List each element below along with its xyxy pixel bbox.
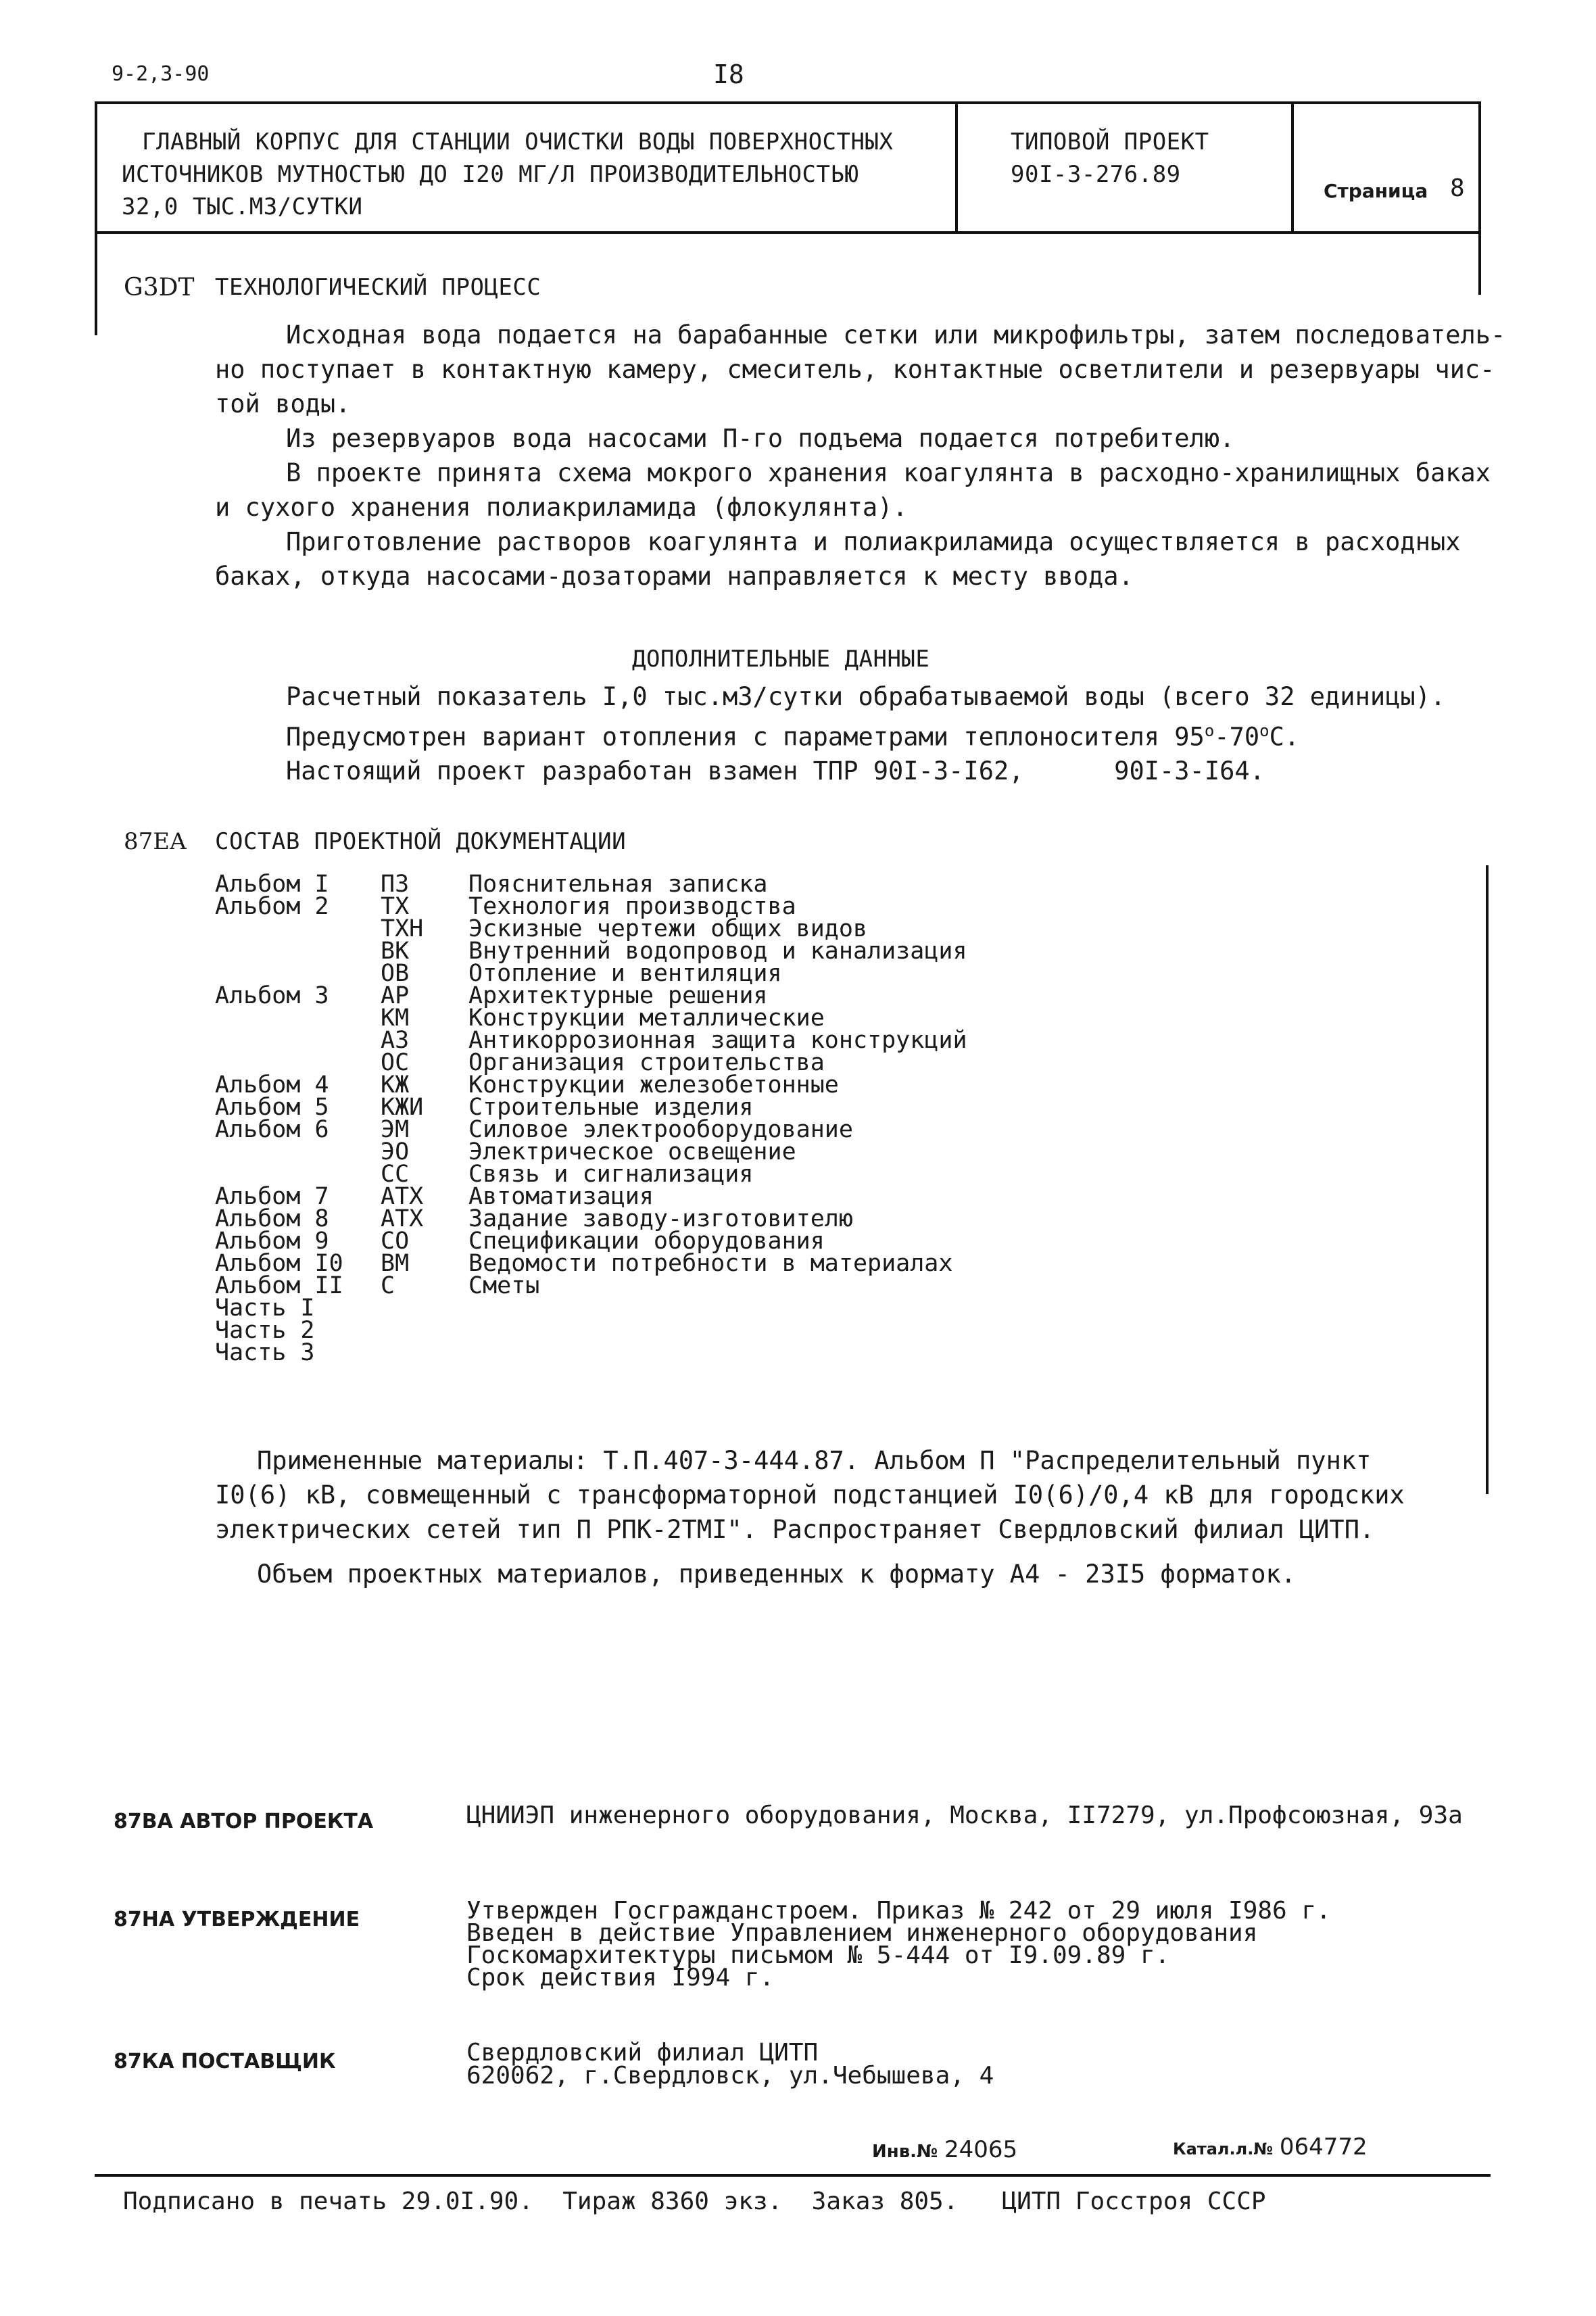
album-code: ТХН — [381, 915, 424, 942]
album-description: Задание заводу-изготовителю — [468, 1205, 853, 1232]
album-row — [215, 1297, 1280, 1320]
approval-l3: Госкомархитектуры письмом № 5-444 от I9.09.89 г. — [466, 1941, 1170, 1969]
album-name: Часть 2 — [215, 1317, 315, 1344]
header-title-line3: 32,0 ТЫС.М3/СУТКИ — [122, 193, 363, 220]
approval-l1: Утвержден Госгражданстроем. Приказ № 242 от 29 июля I986 г. — [466, 1897, 1331, 1925]
album-description: Пояснительная записка — [468, 871, 768, 898]
process-title: ТЕХНОЛОГИЧЕСКИЙ ПРОЦЕСС — [215, 274, 541, 301]
page-label: Страница — [1324, 180, 1428, 202]
header-title-line1: ГЛАВНЫЙ КОРПУС ДЛЯ СТАНЦИИ ОЧИСТКИ ВОДЫ ПОВЕРХНОСТНЫХ — [142, 128, 894, 155]
album-description: Автоматизация — [468, 1183, 654, 1210]
process-p4-l1: Приготовление растворов коагулянта и полиакриламида осуществляется в расходных — [286, 527, 1461, 556]
process-code: G3DT — [124, 274, 195, 301]
album-code: КЖИ — [381, 1094, 424, 1121]
album-code: ВМ — [381, 1250, 410, 1277]
composition-code: 87EA — [124, 828, 187, 855]
process-p3-l2: и сухого хранения полиакриламида (флокулянта). — [215, 493, 908, 522]
album-name: Альбом 4 — [215, 1071, 329, 1099]
approval-l4: Срок действия I994 г. — [466, 1964, 775, 1992]
additional-line3: Настоящий проект разработан взамен ТПР 90I-3-I62, 90I-3-I64. — [286, 756, 1265, 786]
header-divider-1 — [955, 101, 958, 234]
album-name: Альбом 7 — [215, 1183, 329, 1210]
album-description: Электрическое освещение — [468, 1138, 796, 1165]
album-description: Спецификации оборудования — [468, 1228, 825, 1255]
albums-table — [215, 873, 1280, 1364]
album-row — [215, 1163, 1280, 1186]
album-code — [381, 1320, 468, 1342]
process-p1-l1: Исходная вода подается на барабанные сетки или микрофильтры, затем последователь- — [286, 320, 1506, 349]
album-code — [381, 1297, 468, 1320]
album-description: Силовое электрооборудование — [468, 1116, 853, 1143]
header-divider-2 — [1291, 101, 1294, 234]
page-number-top: I8 — [713, 59, 744, 89]
album-name — [215, 918, 381, 940]
album-description: Внутренний водопровод и канализация — [468, 938, 967, 965]
album-description: Ведомости потребности в материалах — [468, 1250, 953, 1277]
album-name: Альбом I0 — [215, 1250, 343, 1277]
album-code: АТХ — [381, 1205, 424, 1232]
additional-line2-sup1: о — [1204, 721, 1215, 740]
album-code — [381, 1342, 468, 1364]
album-code: ВК — [381, 938, 410, 965]
album-code: КМ — [381, 1005, 410, 1032]
album-row — [215, 1320, 1280, 1342]
album-row — [215, 1342, 1280, 1364]
applied-l2: I0(6) кВ, совмещенный с трансформаторной подстанцией I0(6)/0,4 кВ для городских — [215, 1480, 1405, 1510]
right-rule-top — [1478, 234, 1481, 295]
album-name: Альбом I — [215, 871, 329, 898]
footer-rule — [95, 2174, 1491, 2177]
album-code: СС — [381, 1161, 410, 1188]
process-text — [215, 318, 1506, 594]
album-name — [215, 1007, 381, 1030]
album-description: Сметы — [468, 1272, 540, 1299]
document-code: 9-2,3-90 — [112, 62, 210, 86]
album-name: Альбом 3 — [215, 982, 329, 1009]
additional-line2-pre: Предусмотрен вариант отопления с параметрами теплоносителя 95 — [286, 722, 1205, 752]
author-text: ЦНИИЭП инженерного оборудования, Москва, II7279, ул.Профсоюзная, 93а — [466, 1802, 1463, 1829]
album-description: Конструкции железобетонные — [468, 1071, 839, 1099]
project-number: 90I-3-276.89 — [1011, 161, 1181, 188]
album-code: ЭМ — [381, 1116, 410, 1143]
process-p4-l2: баках, откуда насосами-дозаторами направляется к месту ввода. — [215, 562, 1134, 591]
process-p1-l2: но поступает в контактную камеру, смеситель, контактные осветлители и резервуары чис- — [215, 355, 1495, 384]
additional-line2 — [286, 714, 1445, 754]
album-name: Альбом 2 — [215, 893, 329, 920]
album-code: ОС — [381, 1049, 410, 1076]
left-rule — [95, 234, 97, 335]
header-title-line2: ИСТОЧНИКОВ МУТНОСТЬЮ ДО I20 МГ/Л ПРОИЗВОДИТЕЛЬНОСТЬЮ — [122, 161, 859, 188]
album-code: ЭО — [381, 1138, 410, 1165]
album-code: АЗ — [381, 1027, 410, 1054]
album-code: С — [381, 1272, 395, 1299]
album-name: Часть 3 — [215, 1339, 315, 1366]
album-description: Эскизные чертежи общих видов — [468, 915, 868, 942]
applied-materials — [215, 1443, 1405, 1591]
footer-text: Подписано в печать 29.0I.90. Тираж 8360 экз. Заказ 805. ЦИТП Госстроя СССР — [123, 2188, 1266, 2215]
album-description: Антикоррозионная защита конструкций — [468, 1027, 967, 1054]
additional-line2-mid: -70 — [1214, 722, 1260, 752]
project-label: ТИПОВОЙ ПРОЕКТ — [1011, 128, 1209, 155]
album-name — [215, 1141, 381, 1163]
album-description — [468, 1342, 1280, 1364]
album-row — [215, 1275, 1280, 1297]
album-description: Строительные изделия — [468, 1094, 754, 1121]
approval-l2: Введен в действие Управлением инженерного оборудования — [466, 1919, 1258, 1947]
process-p1-l3: той воды. — [215, 389, 351, 418]
album-description: Технология производства — [468, 893, 796, 920]
album-name: Альбом 8 — [215, 1205, 329, 1232]
album-name: Альбом II — [215, 1272, 343, 1299]
applied-l3: электрических сетей тип П РПК-2ТМI". Распространяет Свердловский филиал ЦИТП. — [215, 1515, 1375, 1544]
process-p3-l1: В проекте принята схема мокрого хранения коагулянта в расходно-хранилищных баках — [286, 458, 1491, 487]
album-code: ОВ — [381, 960, 410, 987]
album-description: Конструкции металлические — [468, 1005, 825, 1032]
inventory-number — [872, 2136, 1017, 2163]
right-rule-bottom — [1486, 865, 1489, 1494]
author-label: 87ВА АВТОР ПРОЕКТА — [114, 1810, 374, 1833]
process-p2: Из резервуаров вода насосами П-го подъема подается потребителю. — [286, 424, 1235, 453]
volume-line: Объем проектных материалов, приведенных к формату А4 - 23I5 форматок. — [257, 1560, 1297, 1589]
album-name: Альбом 6 — [215, 1116, 329, 1143]
inventory-label: Инв.№ — [872, 2142, 938, 2162]
album-description — [468, 1320, 1280, 1342]
supplier-label: 87КА ПОСТАВЩИК — [114, 2050, 336, 2073]
supplier-l1: Свердловский филиал ЦИТП — [466, 2039, 819, 2067]
album-name: Альбом 5 — [215, 1094, 329, 1121]
album-description: Отопление и вентиляция — [468, 960, 782, 987]
album-code: АТХ — [381, 1183, 424, 1210]
album-description: Архитектурные решения — [468, 982, 768, 1009]
catalog-value: 064772 — [1279, 2133, 1368, 2161]
album-code: СО — [381, 1228, 410, 1255]
inventory-value: 24065 — [944, 2136, 1018, 2163]
additional-line1: Расчетный показатель I,0 тыс.м3/сутки обрабатываемой воды (всего 32 единицы). — [286, 682, 1446, 711]
additional-line2-post: С. — [1269, 722, 1300, 752]
album-code: АР — [381, 982, 410, 1009]
album-code: ПЗ — [381, 871, 410, 898]
approval-text — [466, 1897, 1331, 1992]
additional-line2-sup2: о — [1259, 721, 1269, 740]
catalog-number — [1173, 2133, 1368, 2161]
album-code: КЖ — [381, 1071, 410, 1099]
applied-l1: Примененные материалы: Т.П.407-3-444.87. Альбом П "Распределительный пункт — [257, 1446, 1372, 1475]
album-name: Часть I — [215, 1295, 315, 1322]
album-description: Связь и сигнализация — [468, 1161, 754, 1188]
album-code: ТХ — [381, 893, 410, 920]
supplier-text — [466, 2039, 994, 2090]
additional-title: ДОПОЛНИТЕЛЬНЫЕ ДАННЫЕ — [632, 646, 930, 673]
catalog-label: Катал.л.№ — [1173, 2140, 1274, 2158]
album-description: Организация строительства — [468, 1049, 825, 1076]
album-name: Альбом 9 — [215, 1228, 329, 1255]
album-row — [215, 1253, 1280, 1275]
albums-list — [215, 873, 1280, 1364]
supplier-l2: 620062, г.Свердловск, ул.Чебышева, 4 — [466, 2062, 994, 2090]
approval-label: 87НА УТВЕРЖДЕНИЕ — [114, 1908, 360, 1931]
album-name — [215, 1030, 381, 1052]
additional-text — [286, 679, 1445, 788]
composition-title: СОСТАВ ПРОЕКТНОЙ ДОКУМЕНТАЦИИ — [215, 828, 627, 855]
album-description — [468, 1297, 1280, 1320]
page-value: 8 — [1450, 174, 1465, 202]
album-name — [215, 940, 381, 963]
